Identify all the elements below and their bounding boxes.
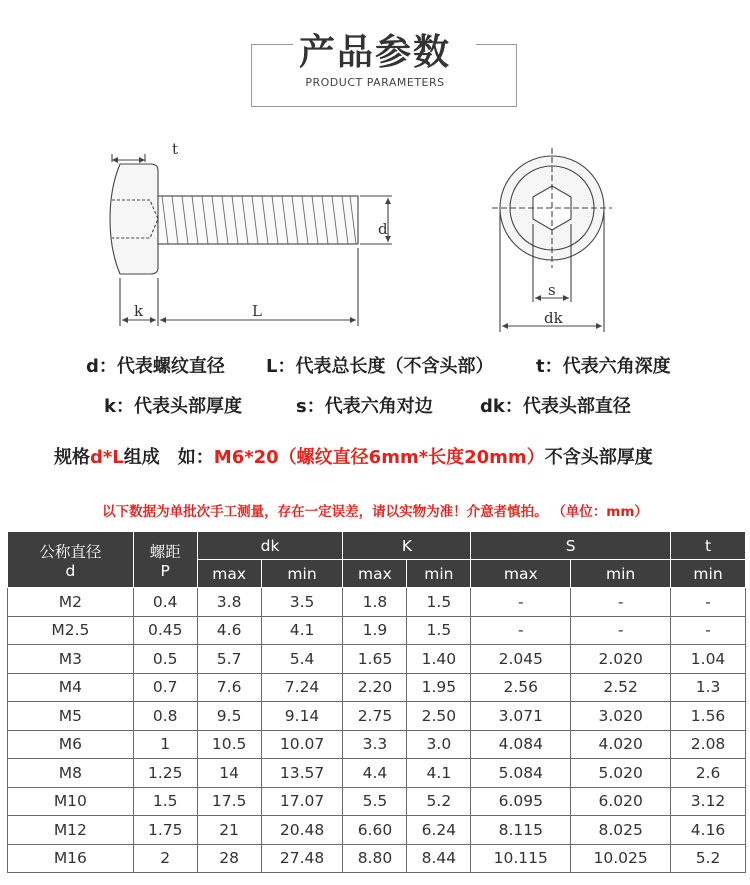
- header-pitch-label: 螺距: [149, 542, 181, 561]
- spec-suffix: 不含头部厚度: [544, 447, 653, 468]
- table-row: [8, 816, 746, 845]
- legend-L: L：代表总长度（不含头部）: [266, 356, 494, 377]
- table-cell: 2.020: [571, 645, 671, 674]
- table-cell: 9.14: [261, 702, 343, 731]
- table-cell: 8.44: [407, 844, 471, 873]
- table-cell: 1.40: [407, 645, 471, 674]
- table-cell: 1.5: [407, 588, 471, 617]
- table-cell: M12: [8, 816, 134, 845]
- header-nominal-symbol: d: [65, 561, 76, 580]
- header-s-min: min: [571, 560, 671, 588]
- table-row: [8, 645, 746, 674]
- table-cell: 5.020: [571, 759, 671, 788]
- table-cell: 1.9: [343, 616, 407, 645]
- table-cell: 10.5: [197, 730, 261, 759]
- table-cell: 2.50: [407, 702, 471, 731]
- table-cell: 5.4: [261, 645, 343, 674]
- table-cell: 4.6: [197, 616, 261, 645]
- table-row: [8, 730, 746, 759]
- table-cell: 2.56: [471, 673, 571, 702]
- table-cell: 4.084: [471, 730, 571, 759]
- table-cell: 20.48: [261, 816, 343, 845]
- table-cell: 6.60: [343, 816, 407, 845]
- table-cell: -: [571, 616, 671, 645]
- header-s: S: [471, 532, 671, 560]
- table-cell: 1.75: [133, 816, 197, 845]
- table-cell: 27.48: [261, 844, 343, 873]
- table-cell: 1.25: [133, 759, 197, 788]
- table-cell: 4.020: [571, 730, 671, 759]
- label-k: k: [134, 302, 144, 320]
- table-cell: 3.5: [261, 588, 343, 617]
- table-cell: -: [471, 588, 571, 617]
- table-cell: 1.65: [343, 645, 407, 674]
- table-cell: 2.52: [571, 673, 671, 702]
- table-row: [8, 787, 746, 816]
- table-cell: 7.24: [261, 673, 343, 702]
- table-cell: 2.75: [343, 702, 407, 731]
- table-cell: 17.07: [261, 787, 343, 816]
- page-title: 产品参数: [298, 32, 451, 73]
- header-t-min: min: [671, 560, 746, 588]
- header-nominal: [8, 532, 134, 588]
- table-cell: 5.7: [197, 645, 261, 674]
- page-subtitle: PRODUCT PARAMETERS: [305, 76, 445, 89]
- table-cell: 10.115: [471, 844, 571, 873]
- table-cell: M2.5: [8, 616, 134, 645]
- table-cell: 0.5: [133, 645, 197, 674]
- table-cell: 4.1: [407, 759, 471, 788]
- table-cell: 17.5: [197, 787, 261, 816]
- header-t: t: [671, 532, 746, 560]
- label-t: t: [172, 140, 179, 158]
- header-k-max: max: [343, 560, 407, 588]
- table-cell: 1.56: [671, 702, 746, 731]
- header-pitch-symbol: P: [160, 561, 170, 580]
- table-cell: 3.8: [197, 588, 261, 617]
- table-cell: 1.04: [671, 645, 746, 674]
- table-cell: 1: [133, 730, 197, 759]
- table-cell: 2.045: [471, 645, 571, 674]
- table-cell: 10.025: [571, 844, 671, 873]
- spec-example: M6*20（螺纹直径6mm*长度20mm）: [213, 447, 545, 468]
- table-cell: 1.3: [671, 673, 746, 702]
- header-nominal-label: 公称直径: [39, 542, 102, 561]
- table-cell: 1.5: [407, 616, 471, 645]
- spec-line: [54, 443, 653, 469]
- table-cell: 4.1: [261, 616, 343, 645]
- table-cell: 6.24: [407, 816, 471, 845]
- label-d: d: [378, 220, 388, 238]
- table-row: [8, 673, 746, 702]
- table-cell: M8: [8, 759, 134, 788]
- label-dk: dk: [544, 309, 563, 327]
- label-L: L: [252, 302, 262, 320]
- spec-prefix: 规格: [54, 447, 90, 468]
- header-k-min: min: [407, 560, 471, 588]
- table-cell: 4.4: [343, 759, 407, 788]
- table-cell: 1.95: [407, 673, 471, 702]
- table-cell: 3.020: [571, 702, 671, 731]
- table-cell: M10: [8, 787, 134, 816]
- table-row: [8, 759, 746, 788]
- screw-diagram: [0, 140, 750, 340]
- table-cell: 0.4: [133, 588, 197, 617]
- table-cell: 10.07: [261, 730, 343, 759]
- table-cell: -: [671, 616, 746, 645]
- table-cell: 21: [197, 816, 261, 845]
- table-cell: -: [571, 588, 671, 617]
- header-pitch: [133, 532, 197, 588]
- table-cell: M4: [8, 673, 134, 702]
- table-cell: 0.8: [133, 702, 197, 731]
- table-cell: 2.6: [671, 759, 746, 788]
- table-cell: -: [671, 588, 746, 617]
- spec-table-body: [8, 588, 746, 873]
- table-cell: 5.2: [407, 787, 471, 816]
- table-row: [8, 844, 746, 873]
- table-cell: 3.0: [407, 730, 471, 759]
- table-cell: 2.20: [343, 673, 407, 702]
- table-cell: 3.12: [671, 787, 746, 816]
- table-cell: 28: [197, 844, 261, 873]
- table-cell: 8.80: [343, 844, 407, 873]
- table-cell: 1.5: [133, 787, 197, 816]
- table-cell: 8.025: [571, 816, 671, 845]
- table-row: [8, 588, 746, 617]
- table-row: [8, 702, 746, 731]
- table-cell: 1.8: [343, 588, 407, 617]
- table-cell: M5: [8, 702, 134, 731]
- table-cell: 5.2: [671, 844, 746, 873]
- table-row: [8, 616, 746, 645]
- table-cell: 2: [133, 844, 197, 873]
- legend-s: s：代表六角对边: [296, 396, 433, 417]
- legend-t: t：代表六角深度: [536, 356, 671, 377]
- table-cell: 5.084: [471, 759, 571, 788]
- table-cell: 9.5: [197, 702, 261, 731]
- table-cell: 13.57: [261, 759, 343, 788]
- table-cell: 0.7: [133, 673, 197, 702]
- table-cell: 2.08: [671, 730, 746, 759]
- table-cell: M6: [8, 730, 134, 759]
- table-cell: M2: [8, 588, 134, 617]
- table-cell: -: [471, 616, 571, 645]
- table-cell: 6.020: [571, 787, 671, 816]
- header-s-max: max: [471, 560, 571, 588]
- table-cell: 6.095: [471, 787, 571, 816]
- legend-d: d：代表螺纹直径: [86, 356, 225, 377]
- table-cell: M16: [8, 844, 134, 873]
- spec-formula: d*L: [90, 447, 124, 468]
- header-dk-max: max: [197, 560, 261, 588]
- table-cell: M3: [8, 645, 134, 674]
- measurement-notice: 以下数据为单批次手工测量，存在一定误差，请以实物为准！介意者慎拍。 （单位：mm）: [102, 504, 648, 520]
- table-cell: 7.6: [197, 673, 261, 702]
- table-cell: 3.3: [343, 730, 407, 759]
- table-cell: 4.16: [671, 816, 746, 845]
- header-dk: dk: [197, 532, 343, 560]
- table-cell: 0.45: [133, 616, 197, 645]
- label-s: s: [548, 281, 556, 299]
- spec-table: [7, 531, 746, 873]
- table-cell: 14: [197, 759, 261, 788]
- table-cell: 8.115: [471, 816, 571, 845]
- table-cell: 3.071: [471, 702, 571, 731]
- header-dk-min: min: [261, 560, 343, 588]
- spec-mid: 组成 如：: [123, 447, 214, 468]
- legend-dk: dk：代表头部直径: [480, 396, 631, 417]
- header-k: K: [343, 532, 471, 560]
- legend-k: k：代表头部厚度: [104, 396, 242, 417]
- table-cell: 5.5: [343, 787, 407, 816]
